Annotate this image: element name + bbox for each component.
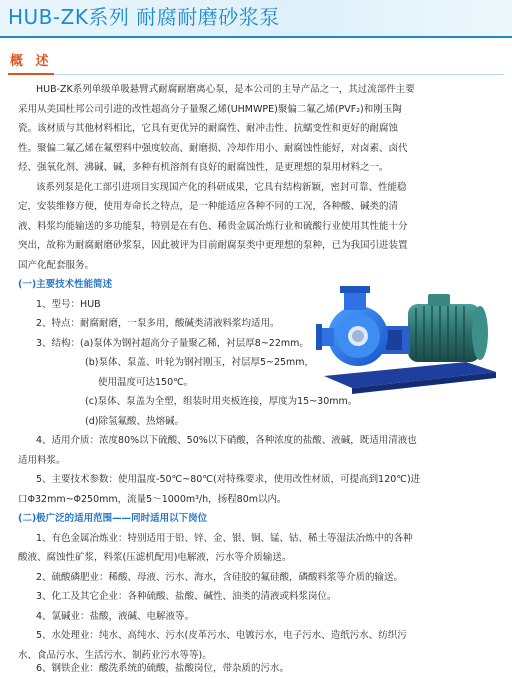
intro-line: 瓷。该材质与其他材料相比，它具有更优异的耐腐性、耐冲击性、抗蠕变性和更好的耐腐蚀	[18, 123, 399, 134]
medium-line: 适用料浆。	[18, 454, 66, 466]
overview-heading-bar	[8, 52, 504, 75]
intro-line: 烃、强氧化剂、沸碱、碱，多种有机溶剂有良好的耐腐蚀性，是更理想的泵用材料之一。	[18, 162, 389, 173]
intro-line: 突出，故称为耐腐耐磨砂浆泵，因此被评为目前耐腐泵类中更理想的泵种，已为我国引进装置	[18, 240, 408, 251]
intro-line: 性。聚偏二氟乙烯在氟塑料中强度较高、耐磨损、冷却作用小、耐腐蚀性能好，对卤素、卤代	[18, 142, 408, 154]
spec-line: (c)泵体、泵盖为全塑，组装时用夹板连接，厚度为15~30mm。	[85, 396, 358, 407]
spec-line: (b)泵体、泵盖、叶轮为钢衬刚玉，衬层厚5~25mm，	[85, 357, 315, 368]
overview-heading: 概 述	[10, 54, 53, 69]
application-line: 2、硫酸磷肥业：稀酸、母液、污水、海水，含硅胶的氟硅酸，磷酸料浆等介质的输送。	[36, 571, 404, 583]
application-line: 酸液、腐蚀性矿浆，料浆(压滤机配用)电解液，污水等介质输送。	[18, 552, 292, 563]
application-line: 4、氯碱业：盐酸，液碱、电解液等。	[36, 610, 195, 622]
section-heading-applications: (二)极广泛的适用范围——同时适用以下岗位	[18, 513, 208, 524]
intro-line: 定，安装维修方便，使用寿命长之特点，是一种能适应各种不同的工况，各种酸、碱类的清	[18, 201, 399, 212]
application-line: 6、钢铁企业：酸洗系统的硫酸，盐酸岗位，带杂质的污水。	[36, 663, 290, 674]
spec-line: (d)除氢氟酸、热熔碱。	[85, 415, 184, 427]
application-line: 1、有色金属冶炼业：特别适用于铅、锌、金、银、铜、锰、钴、稀土等湿法冶炼中的各种	[36, 532, 413, 544]
medium-line: 5、主要技术参数：使用温度-50℃~80℃(对特殊要求，使用改性材质，可提高到120℃)进	[36, 474, 421, 485]
spec-line: 2、特点：耐腐耐磨，一泵多用，酸碱类清液料浆均适用。	[36, 318, 280, 329]
intro-line: 采用从美国杜邦公司引进的改性超高分子量聚乙烯(UHMWPE)聚偏二氟乙烯(PVF₂)和刚玉陶	[18, 103, 402, 115]
medium-line: 4、适用介质：浓度80%以下硫酸、50%以下硝酸，各种浓度的盐酸、液碱，既适用清液也	[36, 435, 417, 446]
spec-line: 使用温度可达150℃。	[98, 376, 194, 388]
medium-line: 口Φ32mm~Φ250mm，流量5～1000m³/h，扬程80m以内。	[18, 493, 287, 505]
application-line: 3、化工及其它企业：各种硫酸、盐酸、碱性、油类的清液或料浆岗位。	[36, 591, 337, 602]
application-line: 5、水处理业：纯水、高纯水、污水(皮革污水、电镀污水，电子污水、造纸污水、纺织污	[36, 630, 407, 641]
pump-image	[316, 284, 500, 396]
title-bar	[0, 0, 512, 38]
intro-line: 液、料浆均能输送的多功能泵，特别是在有色、稀贵金属冶炼行业和硫酸行业使用其性能十分	[18, 220, 408, 232]
application-line: 水、食品污水、生活污水、制药业污水等等)。	[18, 649, 212, 661]
page-title: HUB-ZK系列 耐腐耐磨砂浆泵	[8, 5, 280, 29]
spec-line: 3、结构：(a)泵体为钢衬超高分子量聚乙稀，衬层厚8~22mm。	[36, 337, 309, 349]
intro-line: 该系列泵是化工部引进项目实现国产化的科研成果，它具有结构新颖，密封可靠、性能稳	[36, 181, 407, 193]
intro-line: HUB-ZK系列单级单吸悬臂式耐腐耐磨离心泵，是本公司的主导产品之一，其过流部件主要	[36, 84, 415, 95]
intro-line: 国产化配套服务。	[18, 259, 95, 271]
heading-underline	[8, 73, 54, 75]
spec-line: 1、型号：HUB	[36, 298, 101, 310]
section-heading-tech: (一)主要技术性能简述	[18, 279, 113, 290]
